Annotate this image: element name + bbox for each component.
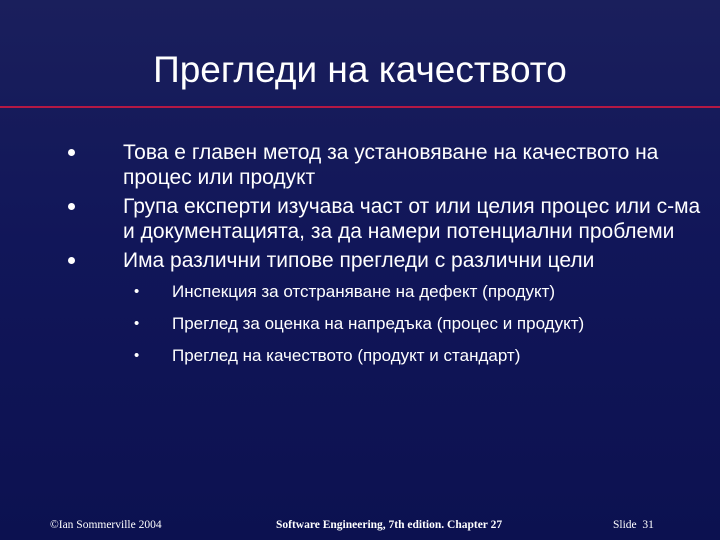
- sub-bullet-icon: •: [134, 315, 140, 332]
- bullet-dot-icon: [68, 203, 75, 210]
- bullet-text: Група експерти изучава част от или целия процес или с-ма и документацията, за да намери потенциални проблеми: [123, 195, 701, 243]
- slide-body: [68, 140, 708, 377]
- footer-copyright: ©Ian Sommerville 2004: [50, 519, 162, 531]
- sub-bullet-item: [68, 345, 708, 367]
- footer-book-title: Software Engineering, 7th edition. Chapter 27: [276, 519, 503, 531]
- sub-bullet-item: [68, 281, 708, 303]
- sub-bullet-text: Преглед на качеството (продукт и стандарт): [172, 346, 521, 365]
- sub-bullet-text: Преглед за оценка на напредъка (процес и продукт): [172, 314, 585, 333]
- slide-title: Прегледи на качеството: [153, 49, 567, 90]
- sub-bullet-item: [68, 313, 708, 335]
- bullet-text: Има различни типове прегледи с различни цели: [123, 249, 595, 272]
- footer-slide-label: Slide: [613, 519, 637, 531]
- bullet-text: Това е главен метод за установяване на качеството на процес или продукт: [123, 141, 659, 189]
- bullet-item: [68, 140, 708, 190]
- bullet-dot-icon: [68, 149, 75, 156]
- sub-bullet-text: Инспекция за отстраняване на дефект (продукт): [172, 282, 556, 301]
- sub-bullet-list: [68, 281, 708, 367]
- title-underline-stroke: [0, 106, 720, 108]
- sub-bullet-icon: •: [134, 347, 140, 364]
- footer-slide-value: 31: [642, 519, 654, 531]
- bullet-dot-icon: [68, 257, 75, 264]
- bullet-item: [68, 194, 708, 244]
- footer-slide-number: [613, 517, 654, 533]
- bullet-item: [68, 248, 708, 273]
- sub-bullet-icon: •: [134, 283, 140, 300]
- slide-footer: [0, 517, 720, 535]
- title-underline: [0, 104, 720, 110]
